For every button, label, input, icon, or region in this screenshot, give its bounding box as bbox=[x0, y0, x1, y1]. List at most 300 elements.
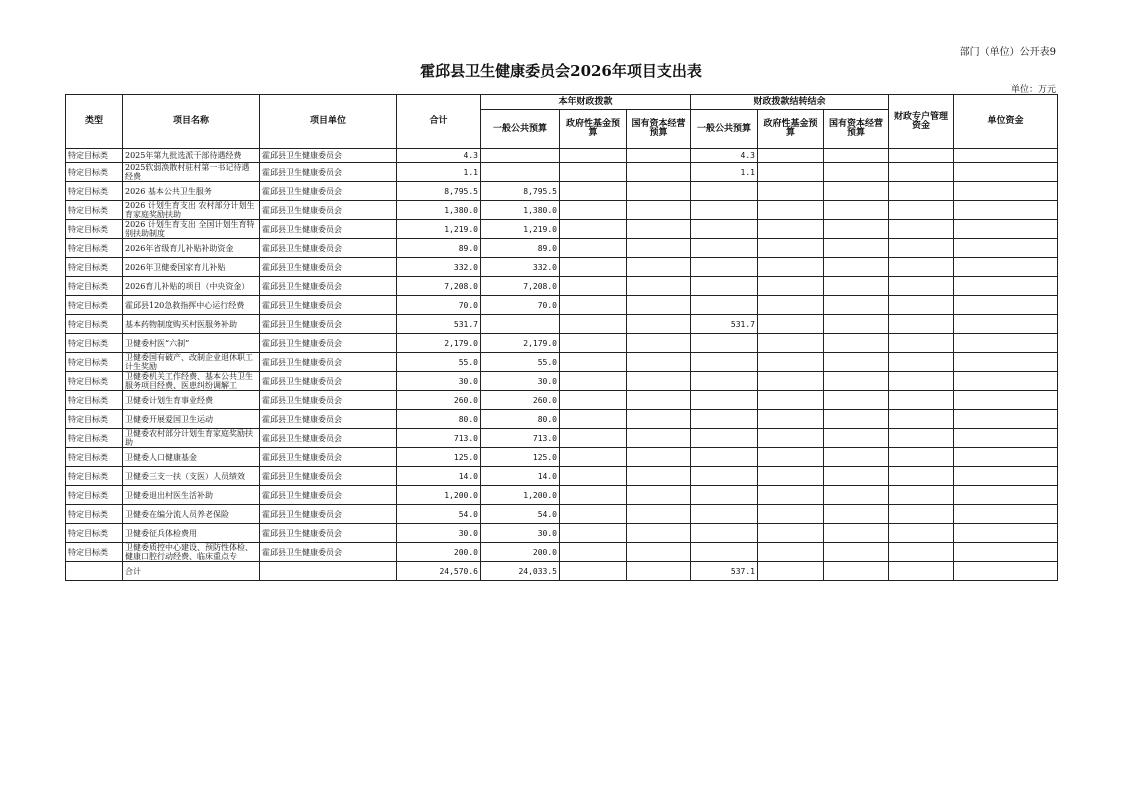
project-unit-cell: 霍邱县卫生健康委员会 bbox=[260, 410, 397, 429]
special-fund-cell bbox=[889, 448, 954, 467]
project-unit-cell: 霍邱县卫生健康委员会 bbox=[260, 149, 397, 163]
carry-gov-fund-cell bbox=[758, 448, 824, 467]
type-cell: 特定目标类 bbox=[66, 448, 123, 467]
special-fund-cell bbox=[889, 149, 954, 163]
unit-fund-cell bbox=[954, 467, 1058, 486]
project-name-cell: 卫健委人口健康基金 bbox=[123, 448, 260, 467]
state-capital-cell bbox=[627, 467, 691, 486]
state-capital-cell bbox=[627, 220, 691, 239]
carry-gov-fund-cell bbox=[758, 467, 824, 486]
special-fund-cell bbox=[889, 220, 954, 239]
gov-fund-cell bbox=[560, 410, 627, 429]
type-cell: 特定目标类 bbox=[66, 486, 123, 505]
carry-gov-fund-cell bbox=[758, 315, 824, 334]
general-budget-cell: 332.0 bbox=[481, 258, 560, 277]
gov-fund-cell bbox=[560, 201, 627, 220]
total-cell: 80.0 bbox=[397, 410, 481, 429]
project-name-cell: 卫健委国有破产、改制企业退休职工计生奖励 bbox=[123, 353, 260, 372]
header-carry-gov-fund-budget: 政府性基金预算 bbox=[758, 110, 824, 149]
carry-gov-fund-cell bbox=[758, 201, 824, 220]
carry-general-cell bbox=[691, 448, 758, 467]
carry-gov-fund-cell bbox=[758, 391, 824, 410]
type-cell: 特定目标类 bbox=[66, 163, 123, 182]
state-capital-cell bbox=[627, 429, 691, 448]
state-capital-cell bbox=[627, 201, 691, 220]
state-capital-cell bbox=[627, 524, 691, 543]
table-row bbox=[66, 486, 1058, 505]
carry-general-cell bbox=[691, 182, 758, 201]
table-row bbox=[66, 448, 1058, 467]
project-unit-cell: 霍邱县卫生健康委员会 bbox=[260, 201, 397, 220]
type-cell: 特定目标类 bbox=[66, 296, 123, 315]
project-name-cell: 基本药物制度购买村医服务补助 bbox=[123, 315, 260, 334]
type-cell: 特定目标类 bbox=[66, 149, 123, 163]
state-capital-cell bbox=[627, 486, 691, 505]
unit-fund-cell bbox=[954, 353, 1058, 372]
general-budget-cell bbox=[481, 163, 560, 182]
total-row-total: 24,570.6 bbox=[397, 562, 481, 581]
unit-fund-cell bbox=[954, 239, 1058, 258]
carry-gov-fund-cell bbox=[758, 429, 824, 448]
total-row-carry-general: 537.1 bbox=[691, 562, 758, 581]
total-row-unit-cell bbox=[260, 562, 397, 581]
carry-gov-fund-cell bbox=[758, 182, 824, 201]
unit-fund-cell bbox=[954, 334, 1058, 353]
total-row-carry-gov-fund bbox=[758, 562, 824, 581]
carry-general-cell bbox=[691, 258, 758, 277]
unit-label: 单位：万元 bbox=[1010, 85, 1056, 95]
state-capital-cell bbox=[627, 277, 691, 296]
unit-fund-cell bbox=[954, 315, 1058, 334]
gov-fund-cell bbox=[560, 543, 627, 562]
type-cell: 特定目标类 bbox=[66, 467, 123, 486]
project-unit-cell: 霍邱县卫生健康委员会 bbox=[260, 391, 397, 410]
carry-gov-fund-cell bbox=[758, 486, 824, 505]
total-row-gov-fund bbox=[560, 562, 627, 581]
header-state-capital-budget: 国有资本经营预算 bbox=[627, 110, 691, 149]
carry-gov-fund-cell bbox=[758, 372, 824, 391]
carry-state-capital-cell bbox=[824, 182, 889, 201]
project-unit-cell: 霍邱县卫生健康委员会 bbox=[260, 163, 397, 182]
total-row-carry-state-cap bbox=[824, 562, 889, 581]
unit-fund-cell bbox=[954, 296, 1058, 315]
project-name-cell: 2025年第九批选派干部待遇经费 bbox=[123, 149, 260, 163]
special-fund-cell bbox=[889, 163, 954, 182]
table-row bbox=[66, 410, 1058, 429]
table-row bbox=[66, 315, 1058, 334]
general-budget-cell: 54.0 bbox=[481, 505, 560, 524]
carry-state-capital-cell bbox=[824, 258, 889, 277]
project-name-cell: 卫健委农村部分计划生育家庭奖励扶助 bbox=[123, 429, 260, 448]
carry-general-cell bbox=[691, 467, 758, 486]
carry-state-capital-cell bbox=[824, 505, 889, 524]
special-fund-cell bbox=[889, 429, 954, 448]
type-cell: 特定目标类 bbox=[66, 410, 123, 429]
total-cell: 2,179.0 bbox=[397, 334, 481, 353]
gov-fund-cell bbox=[560, 163, 627, 182]
project-unit-cell: 霍邱县卫生健康委员会 bbox=[260, 543, 397, 562]
carry-gov-fund-cell bbox=[758, 543, 824, 562]
project-name-cell: 2025软弱涣散村驻村第一书记待遇经费 bbox=[123, 163, 260, 182]
type-cell: 特定目标类 bbox=[66, 429, 123, 448]
gov-fund-cell bbox=[560, 486, 627, 505]
gov-fund-cell bbox=[560, 391, 627, 410]
unit-fund-cell bbox=[954, 277, 1058, 296]
project-name-cell: 2026育儿补贴的项目（中央资金） bbox=[123, 277, 260, 296]
total-cell: 14.0 bbox=[397, 467, 481, 486]
gov-fund-cell bbox=[560, 315, 627, 334]
table-row bbox=[66, 543, 1058, 562]
carry-gov-fund-cell bbox=[758, 163, 824, 182]
gov-fund-cell bbox=[560, 524, 627, 543]
project-unit-cell: 霍邱县卫生健康委员会 bbox=[260, 220, 397, 239]
gov-fund-cell bbox=[560, 277, 627, 296]
table-row bbox=[66, 524, 1058, 543]
carry-general-cell bbox=[691, 277, 758, 296]
table-row bbox=[66, 505, 1058, 524]
special-fund-cell bbox=[889, 353, 954, 372]
total-cell: 1,200.0 bbox=[397, 486, 481, 505]
total-cell: 200.0 bbox=[397, 543, 481, 562]
carry-gov-fund-cell bbox=[758, 149, 824, 163]
unit-fund-cell bbox=[954, 543, 1058, 562]
carry-general-cell bbox=[691, 505, 758, 524]
special-fund-cell bbox=[889, 410, 954, 429]
unit-fund-cell bbox=[954, 505, 1058, 524]
total-cell: 125.0 bbox=[397, 448, 481, 467]
special-fund-cell bbox=[889, 372, 954, 391]
project-unit-cell: 霍邱县卫生健康委员会 bbox=[260, 296, 397, 315]
general-budget-cell: 89.0 bbox=[481, 239, 560, 258]
carry-general-cell bbox=[691, 296, 758, 315]
type-cell: 特定目标类 bbox=[66, 220, 123, 239]
gov-fund-cell bbox=[560, 220, 627, 239]
total-cell: 8,795.5 bbox=[397, 182, 481, 201]
table-number-label: 部门（单位）公开表9 bbox=[959, 47, 1056, 58]
project-name-cell: 2026年卫健委国家育儿补贴 bbox=[123, 258, 260, 277]
special-fund-cell bbox=[889, 543, 954, 562]
carry-general-cell bbox=[691, 353, 758, 372]
project-name-cell: 卫健委三支一扶（支医）人员绩效 bbox=[123, 467, 260, 486]
state-capital-cell bbox=[627, 258, 691, 277]
type-cell: 特定目标类 bbox=[66, 258, 123, 277]
state-capital-cell bbox=[627, 372, 691, 391]
special-fund-cell bbox=[889, 258, 954, 277]
gov-fund-cell bbox=[560, 353, 627, 372]
total-row-type-cell bbox=[66, 562, 123, 581]
gov-fund-cell bbox=[560, 239, 627, 258]
type-cell: 特定目标类 bbox=[66, 391, 123, 410]
general-budget-cell: 55.0 bbox=[481, 353, 560, 372]
type-cell: 特定目标类 bbox=[66, 372, 123, 391]
state-capital-cell bbox=[627, 391, 691, 410]
table-row bbox=[66, 467, 1058, 486]
total-cell: 7,208.0 bbox=[397, 277, 481, 296]
header-carryover-group: 财政拨款结转结余 bbox=[691, 95, 889, 110]
project-unit-cell: 霍邱县卫生健康委员会 bbox=[260, 182, 397, 201]
type-cell: 特定目标类 bbox=[66, 524, 123, 543]
general-budget-cell: 2,179.0 bbox=[481, 334, 560, 353]
carry-state-capital-cell bbox=[824, 296, 889, 315]
carry-gov-fund-cell bbox=[758, 334, 824, 353]
project-unit-cell: 霍邱县卫生健康委员会 bbox=[260, 277, 397, 296]
project-name-cell: 2026 计划生育支出 农村部分计划生育家庭奖励扶助 bbox=[123, 201, 260, 220]
total-cell: 30.0 bbox=[397, 524, 481, 543]
table-row bbox=[66, 201, 1058, 220]
total-row-general: 24,033.5 bbox=[481, 562, 560, 581]
total-cell: 89.0 bbox=[397, 239, 481, 258]
unit-fund-cell bbox=[954, 220, 1058, 239]
state-capital-cell bbox=[627, 239, 691, 258]
project-name-cell: 2026 基本公共卫生服务 bbox=[123, 182, 260, 201]
carry-general-cell: 531.7 bbox=[691, 315, 758, 334]
carry-state-capital-cell bbox=[824, 277, 889, 296]
type-cell: 特定目标类 bbox=[66, 353, 123, 372]
general-budget-cell: 30.0 bbox=[481, 372, 560, 391]
project-unit-cell: 霍邱县卫生健康委员会 bbox=[260, 467, 397, 486]
gov-fund-cell bbox=[560, 505, 627, 524]
carry-gov-fund-cell bbox=[758, 353, 824, 372]
table-row bbox=[66, 372, 1058, 391]
total-row-label: 合计 bbox=[123, 562, 260, 581]
carry-state-capital-cell bbox=[824, 163, 889, 182]
header-carry-general-budget: 一般公共预算 bbox=[691, 110, 758, 149]
project-unit-cell: 霍邱县卫生健康委员会 bbox=[260, 315, 397, 334]
gov-fund-cell bbox=[560, 448, 627, 467]
type-cell: 特定目标类 bbox=[66, 201, 123, 220]
carry-general-cell bbox=[691, 486, 758, 505]
header-special-fund: 财政专户管理资金 bbox=[889, 95, 954, 149]
gov-fund-cell bbox=[560, 296, 627, 315]
carry-gov-fund-cell bbox=[758, 524, 824, 543]
state-capital-cell bbox=[627, 543, 691, 562]
carry-state-capital-cell bbox=[824, 239, 889, 258]
unit-fund-cell bbox=[954, 391, 1058, 410]
unit-fund-cell bbox=[954, 410, 1058, 429]
carry-gov-fund-cell bbox=[758, 220, 824, 239]
project-name-cell: 卫健委村医“六制” bbox=[123, 334, 260, 353]
unit-fund-cell bbox=[954, 163, 1058, 182]
general-budget-cell: 260.0 bbox=[481, 391, 560, 410]
header-total: 合计 bbox=[397, 95, 481, 149]
total-cell: 4.3 bbox=[397, 149, 481, 163]
unit-fund-cell bbox=[954, 149, 1058, 163]
total-cell: 70.0 bbox=[397, 296, 481, 315]
table-row bbox=[66, 334, 1058, 353]
state-capital-cell bbox=[627, 149, 691, 163]
state-capital-cell bbox=[627, 505, 691, 524]
type-cell: 特定目标类 bbox=[66, 505, 123, 524]
table-row bbox=[66, 258, 1058, 277]
general-budget-cell: 125.0 bbox=[481, 448, 560, 467]
special-fund-cell bbox=[889, 182, 954, 201]
carry-state-capital-cell bbox=[824, 429, 889, 448]
project-name-cell: 卫健委征兵体检费用 bbox=[123, 524, 260, 543]
carry-state-capital-cell bbox=[824, 334, 889, 353]
carry-state-capital-cell bbox=[824, 524, 889, 543]
project-name-cell: 2026年省级育儿补贴补助资金 bbox=[123, 239, 260, 258]
carry-state-capital-cell bbox=[824, 486, 889, 505]
project-name-cell: 2026 计划生育支出 全国计划生育特别扶助制度 bbox=[123, 220, 260, 239]
special-fund-cell bbox=[889, 277, 954, 296]
carry-state-capital-cell bbox=[824, 448, 889, 467]
total-cell: 1,380.0 bbox=[397, 201, 481, 220]
special-fund-cell bbox=[889, 505, 954, 524]
table-row bbox=[66, 391, 1058, 410]
general-budget-cell: 1,200.0 bbox=[481, 486, 560, 505]
table-row bbox=[66, 239, 1058, 258]
carry-general-cell bbox=[691, 543, 758, 562]
carry-state-capital-cell bbox=[824, 220, 889, 239]
total-cell: 332.0 bbox=[397, 258, 481, 277]
carry-general-cell bbox=[691, 524, 758, 543]
gov-fund-cell bbox=[560, 258, 627, 277]
header-carry-state-capital-budget: 国有资本经营预算 bbox=[824, 110, 889, 149]
gov-fund-cell bbox=[560, 372, 627, 391]
general-budget-cell: 8,795.5 bbox=[481, 182, 560, 201]
project-unit-cell: 霍邱县卫生健康委员会 bbox=[260, 372, 397, 391]
table-row bbox=[66, 429, 1058, 448]
carry-gov-fund-cell bbox=[758, 296, 824, 315]
special-fund-cell bbox=[889, 391, 954, 410]
general-budget-cell bbox=[481, 315, 560, 334]
table-row bbox=[66, 163, 1058, 182]
carry-general-cell bbox=[691, 201, 758, 220]
header-gov-fund-budget: 政府性基金预算 bbox=[560, 110, 627, 149]
total-cell: 55.0 bbox=[397, 353, 481, 372]
project-unit-cell: 霍邱县卫生健康委员会 bbox=[260, 486, 397, 505]
special-fund-cell bbox=[889, 201, 954, 220]
total-cell: 30.0 bbox=[397, 372, 481, 391]
project-name-cell: 卫健委机关工作经费、基本公共卫生服务项目经费、医患纠纷调解工 bbox=[123, 372, 260, 391]
carry-general-cell bbox=[691, 239, 758, 258]
unit-fund-cell bbox=[954, 182, 1058, 201]
unit-fund-cell bbox=[954, 524, 1058, 543]
carry-state-capital-cell bbox=[824, 391, 889, 410]
carry-state-capital-cell bbox=[824, 467, 889, 486]
carry-state-capital-cell bbox=[824, 410, 889, 429]
carry-general-cell: 4.3 bbox=[691, 149, 758, 163]
carry-general-cell bbox=[691, 334, 758, 353]
carry-state-capital-cell bbox=[824, 149, 889, 163]
carry-general-cell bbox=[691, 429, 758, 448]
unit-fund-cell bbox=[954, 486, 1058, 505]
project-name-cell: 卫健委开展爱国卫生运动 bbox=[123, 410, 260, 429]
carry-gov-fund-cell bbox=[758, 239, 824, 258]
project-unit-cell: 霍邱县卫生健康委员会 bbox=[260, 524, 397, 543]
general-budget-cell: 14.0 bbox=[481, 467, 560, 486]
carry-state-capital-cell bbox=[824, 315, 889, 334]
general-budget-cell: 200.0 bbox=[481, 543, 560, 562]
special-fund-cell bbox=[889, 296, 954, 315]
carry-general-cell bbox=[691, 410, 758, 429]
project-unit-cell: 霍邱县卫生健康委员会 bbox=[260, 505, 397, 524]
special-fund-cell bbox=[889, 315, 954, 334]
total-cell: 54.0 bbox=[397, 505, 481, 524]
general-budget-cell: 70.0 bbox=[481, 296, 560, 315]
carry-gov-fund-cell bbox=[758, 277, 824, 296]
project-unit-cell: 霍邱县卫生健康委员会 bbox=[260, 334, 397, 353]
general-budget-cell: 1,219.0 bbox=[481, 220, 560, 239]
total-row-unit-fund bbox=[954, 562, 1058, 581]
table-row bbox=[66, 277, 1058, 296]
general-budget-cell: 1,380.0 bbox=[481, 201, 560, 220]
carry-general-cell bbox=[691, 372, 758, 391]
special-fund-cell bbox=[889, 467, 954, 486]
gov-fund-cell bbox=[560, 182, 627, 201]
gov-fund-cell bbox=[560, 149, 627, 163]
type-cell: 特定目标类 bbox=[66, 315, 123, 334]
table-row bbox=[66, 220, 1058, 239]
project-unit-cell: 霍邱县卫生健康委员会 bbox=[260, 239, 397, 258]
unit-fund-cell bbox=[954, 258, 1058, 277]
general-budget-cell: 7,208.0 bbox=[481, 277, 560, 296]
carry-gov-fund-cell bbox=[758, 410, 824, 429]
special-fund-cell bbox=[889, 334, 954, 353]
total-cell: 1.1 bbox=[397, 163, 481, 182]
project-name-cell: 卫健委在编分流人员养老保险 bbox=[123, 505, 260, 524]
total-cell: 1,219.0 bbox=[397, 220, 481, 239]
state-capital-cell bbox=[627, 296, 691, 315]
carry-state-capital-cell bbox=[824, 201, 889, 220]
total-row-special bbox=[889, 562, 954, 581]
project-name-cell: 卫健委计划生育事业经费 bbox=[123, 391, 260, 410]
general-budget-cell: 30.0 bbox=[481, 524, 560, 543]
type-cell: 特定目标类 bbox=[66, 277, 123, 296]
header-project-name: 项目名称 bbox=[123, 95, 260, 149]
carry-state-capital-cell bbox=[824, 543, 889, 562]
state-capital-cell bbox=[627, 334, 691, 353]
carry-general-cell: 1.1 bbox=[691, 163, 758, 182]
project-unit-cell: 霍邱县卫生健康委员会 bbox=[260, 258, 397, 277]
general-budget-cell: 80.0 bbox=[481, 410, 560, 429]
carry-state-capital-cell bbox=[824, 353, 889, 372]
table-row bbox=[66, 149, 1058, 163]
special-fund-cell bbox=[889, 524, 954, 543]
general-budget-cell: 713.0 bbox=[481, 429, 560, 448]
carry-general-cell bbox=[691, 220, 758, 239]
page-title: 霍邱县卫生健康委员会2026年项目支出表 bbox=[420, 62, 702, 80]
state-capital-cell bbox=[627, 448, 691, 467]
type-cell: 特定目标类 bbox=[66, 239, 123, 258]
header-general-budget: 一般公共预算 bbox=[481, 110, 560, 149]
unit-fund-cell bbox=[954, 448, 1058, 467]
state-capital-cell bbox=[627, 353, 691, 372]
project-name-cell: 卫健委质控中心建设、预防性体检、健康口腔行动经费、临床重点专 bbox=[123, 543, 260, 562]
gov-fund-cell bbox=[560, 467, 627, 486]
header-project-unit: 项目单位 bbox=[260, 95, 397, 149]
gov-fund-cell bbox=[560, 429, 627, 448]
type-cell: 特定目标类 bbox=[66, 334, 123, 353]
project-name-cell: 卫健委退出村医生活补助 bbox=[123, 486, 260, 505]
header-unit-fund: 单位资金 bbox=[954, 95, 1058, 149]
state-capital-cell bbox=[627, 315, 691, 334]
project-name-cell: 霍邱县120急救指挥中心运行经费 bbox=[123, 296, 260, 315]
type-cell: 特定目标类 bbox=[66, 543, 123, 562]
total-cell: 531.7 bbox=[397, 315, 481, 334]
carry-general-cell bbox=[691, 391, 758, 410]
unit-fund-cell bbox=[954, 372, 1058, 391]
total-cell: 713.0 bbox=[397, 429, 481, 448]
total-row-state-cap bbox=[627, 562, 691, 581]
general-budget-cell bbox=[481, 149, 560, 163]
total-row bbox=[66, 562, 1058, 581]
carry-gov-fund-cell bbox=[758, 505, 824, 524]
gov-fund-cell bbox=[560, 334, 627, 353]
state-capital-cell bbox=[627, 410, 691, 429]
project-expenditure-table bbox=[65, 94, 1058, 581]
project-unit-cell: 霍邱县卫生健康委员会 bbox=[260, 429, 397, 448]
